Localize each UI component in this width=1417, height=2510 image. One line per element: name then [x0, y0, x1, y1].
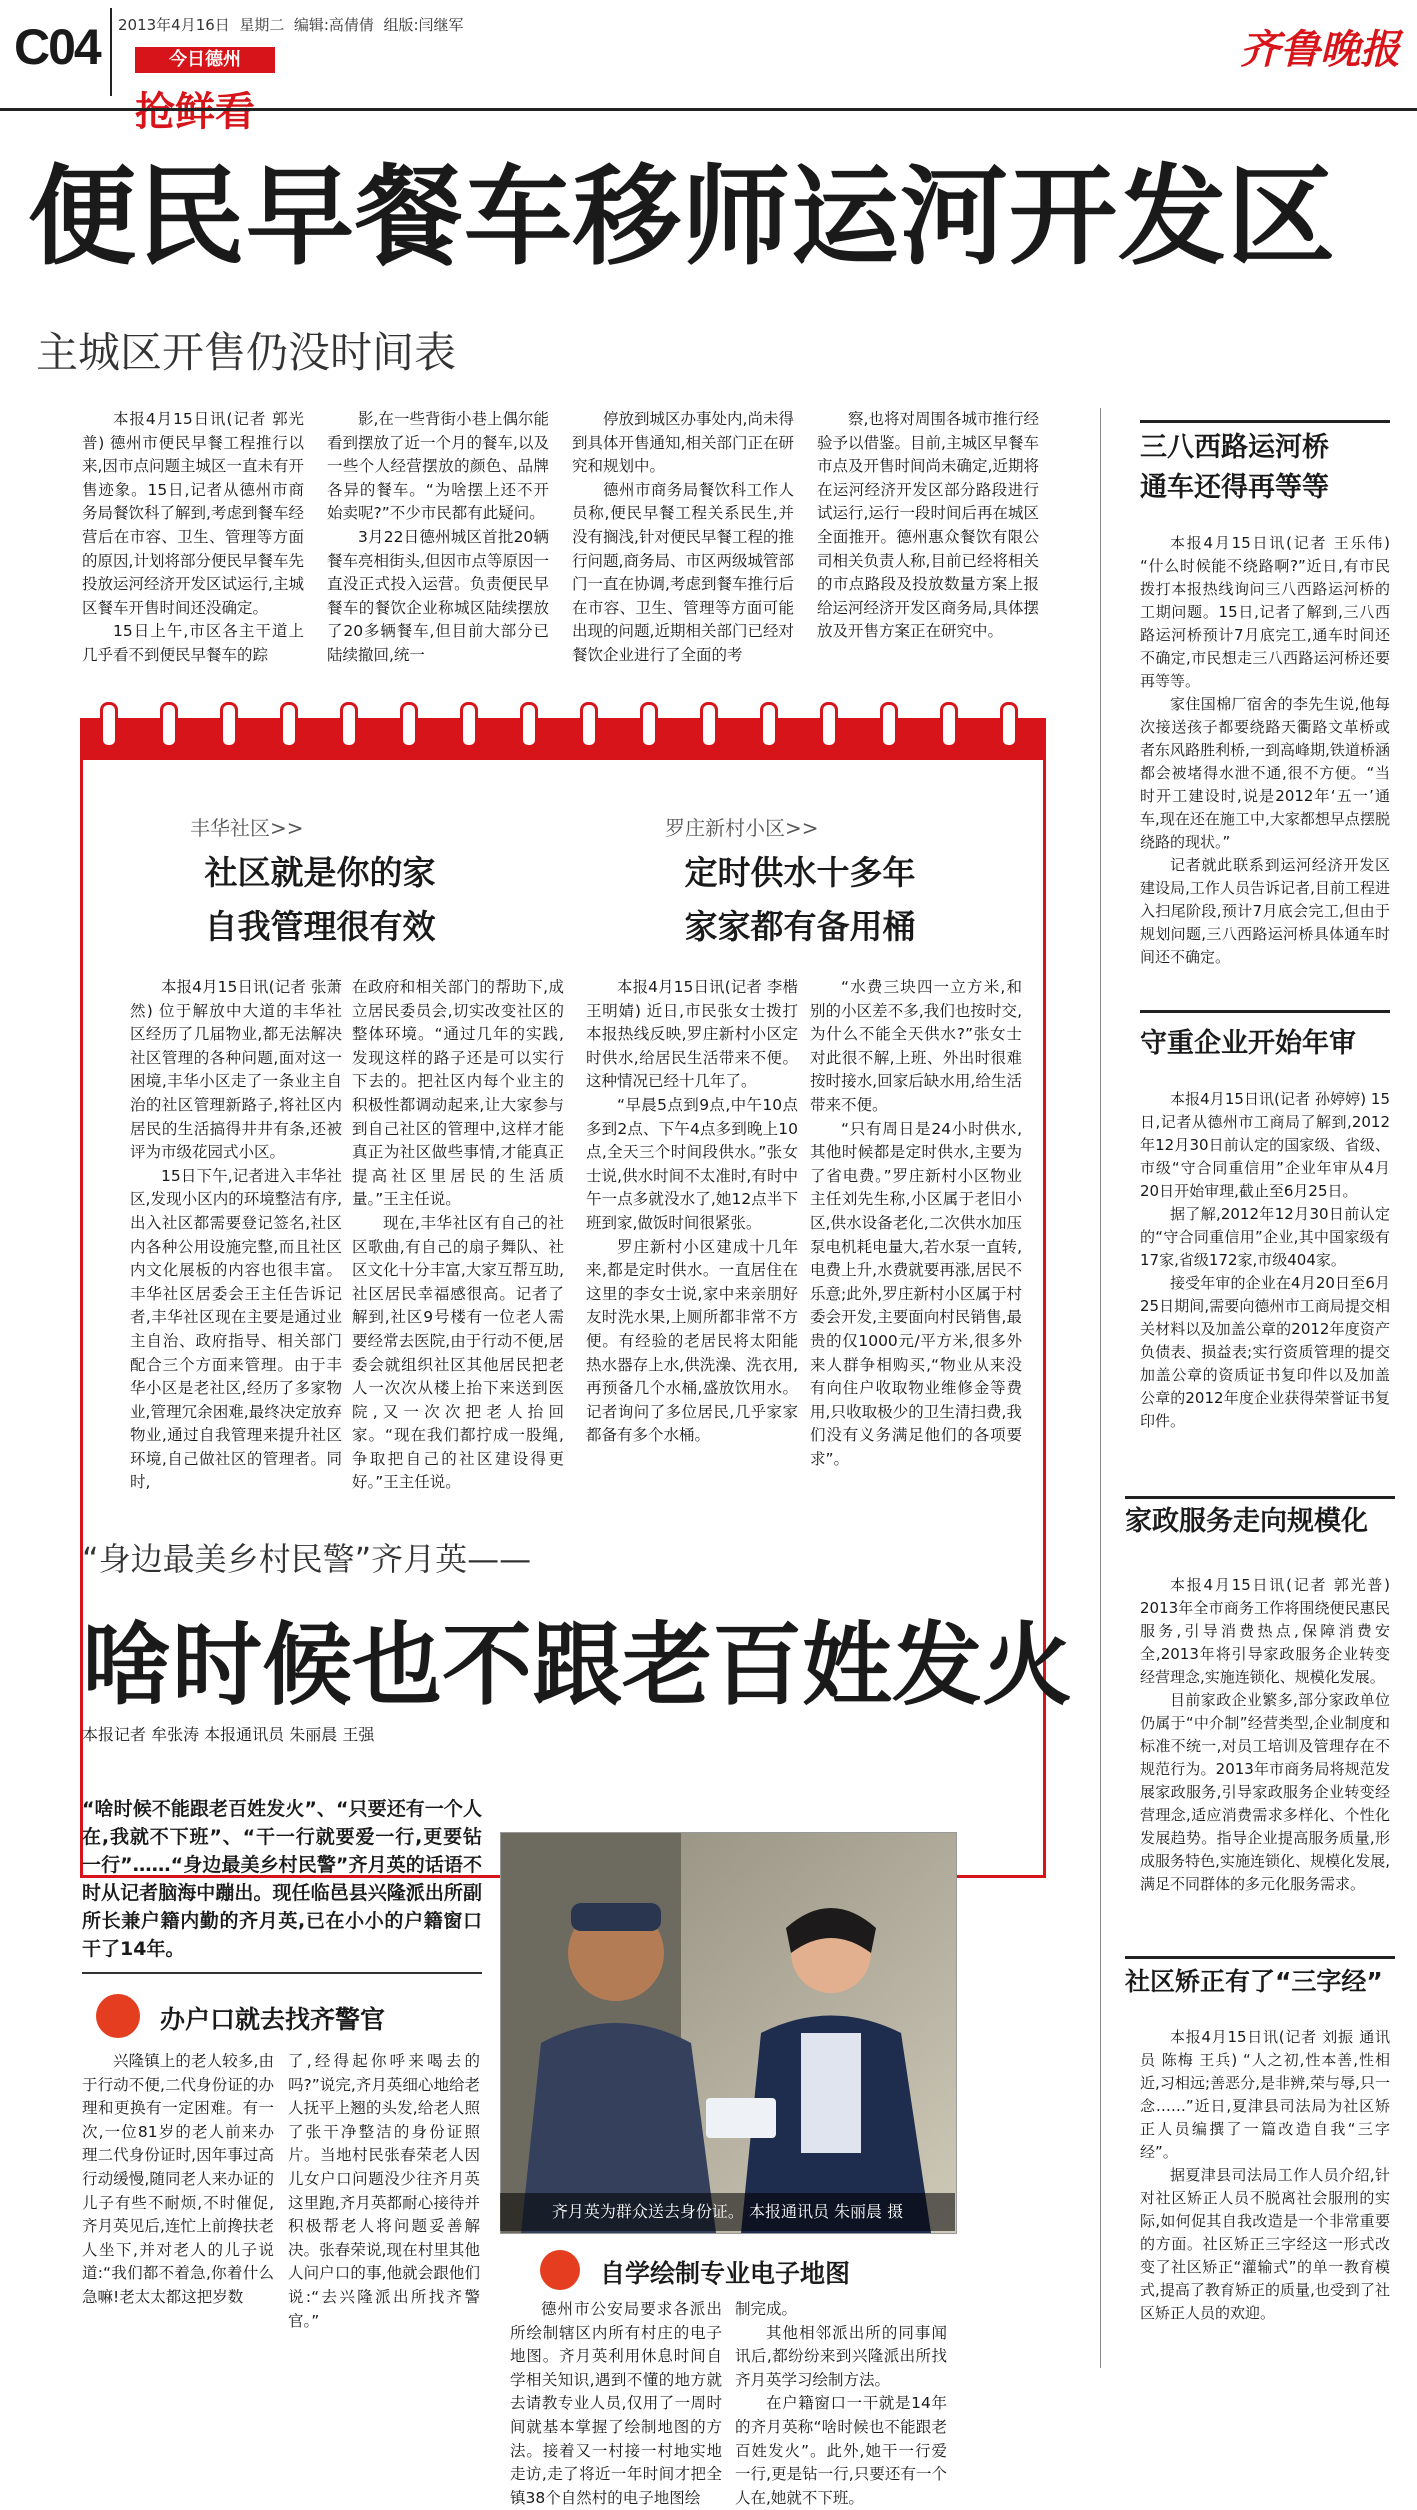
paragraph: 本报4月15日讯(记者 孙婷婷) 15日,记者从德州市工商局了解到,2012年12月30日前认定的国家级、省级、市级“守合同重信用”企业年审从4月20日开始审理,截止至6月25日。 [1140, 1090, 1390, 1200]
paragraph: 3月22日德州城区首批20辆餐车亮相街头,但因市点等原因一直没正式投入运营。负责便民早餐车的餐饮企业称城区陆续摆放了20多辆餐车,但目前大部分已陆续撤回,统一 [327, 527, 549, 664]
bottom-kicker: “身边最美乡村民警”齐月英—— [82, 1540, 532, 1578]
lede-rule [82, 1972, 482, 1974]
sidebar-rule [1140, 420, 1390, 423]
box-right-column-1 [586, 976, 798, 1860]
box-title-right-2: 家家都有备用桶 [684, 907, 916, 946]
ring-icon [400, 702, 418, 748]
paragraph: 罗庄新村小区建成十几年来,都是定时供水。一直居住在这里的李女士说,家中来亲朋好友时洗水果,上厕所都非常不方便。有经验的老居民将太阳能热水器存上水,供洗澡、洗衣用,再预备几个水桶,盛放饮用水。记者询问了多位居民,几乎家家都备有多个水桶。 [586, 1237, 798, 1445]
lead-column-3 [572, 408, 794, 670]
paragraph: 本报4月15日讯(记者 刘振 通讯员 陈梅 王兵) “人之初,性本善,性相近,习相远;善恶分,是非辨,荣与辱,只一念……”近日,夏津县司法局为社区矫正人员编撰了一篇改造自我“三字经”。 [1140, 2028, 1390, 2161]
bottom-headline: 啥时候也不跟老百姓发火 [82, 1612, 1072, 1718]
paragraph: 本报4月15日讯(记者 李楷 王明婧) 近日,市民张女士拨打本报热线反映,罗庄新村小区定时供水,给居民生活带来不便。这种情况已经十几年了。 [586, 978, 798, 1091]
box-title-right-1: 定时供水十多年 [684, 853, 916, 892]
paragraph: 目前家政企业繁多,部分家政单位仍属于“中介制”经营类型,企业制度和标准不统一,对员工培训及管理存在不规范行为。2013年市商务局将规范发展家政服务,引导家政服务企业转变经营理念,适应消费需求多样化、个性化发展趋势。指导企业提高服务质量,形成服务特色,实施连锁化、规模化发展,满足不同群体的多元化服务需求。 [1140, 1691, 1390, 1893]
paragraph: 了,经得起你呼来喝去的吗?”说完,齐月英细心地给老人抚平上翘的头发,给老人照了张干净整洁的身份证照片。当地村民张春荣老人因儿女户口问题没少往齐月英这里跑,齐月英都耐心接待并积极帮老人将问题妥善解决。张春荣说,现在村里其他人问户口的事,他就会跟他们说:“去兴隆派出所找齐警官。” [288, 2052, 480, 2330]
section-label: 今日德州 [135, 47, 275, 73]
paragraph: “早晨5点到9点,中午10点多到2点、下午4点多到晚上10点,全天三个时间段供水。”张女士说,供水时间不太准时,有时中午一点多就没水了,她12点半下班到家,做饭时间很紧张。 [586, 1095, 798, 1232]
paragraph: 家住国棉厂宿舍的李先生说,他每次接送孩子都要绕路天衢路文革桥或者东风路胜利桥,一到高峰期,铁道桥涵都会被堵得水泄不通,很不方便。“当时开工建设时,说是2012年‘五一’通车,现在还在施工中,大家都想早点摆脱绕路的现状。” [1140, 695, 1390, 851]
paragraph: 察,也将对周围各城市推行经验予以借鉴。目前,主城区早餐车市点及开售时间尚未确定,近期将在运河经济开发区部分路段进行试运行,运行一段时间后再在城区全面推开。德州惠众餐饮有限公司相关负责人称,目前已经将相关的市点路段及投放数量方案上报给运河经济开发区商务局,具体摆放及开售方案正在研究中。 [817, 410, 1039, 641]
sidebar-story-title: 家政服务走向规模化 [1125, 1506, 1368, 1537]
hand-icon [540, 2250, 580, 2290]
paragraph: 影,在一些背街小巷上偶尔能看到摆放了近一个月的餐车,以及一些个人经营摆放的颜色、品牌各异的餐车。“为啥摆上还不开始卖呢?”不少市民都有此疑问。 [327, 410, 549, 523]
lead-column-2 [327, 408, 549, 670]
sidebar-story-title: 守重企业开始年审 [1140, 1028, 1356, 1059]
ring-icon [760, 702, 778, 748]
title-line: 通车还得再等等 [1140, 472, 1329, 503]
sidebar-story-title: 社区矫正有了“三字经” [1125, 1967, 1383, 1996]
ring-icon [580, 702, 598, 748]
box-right-column-2 [810, 976, 1022, 1860]
paragraph: 15日下午,记者进入丰华社区,发现小区内的环境整洁有序,出入社区都需要登记签名,社区内各种公用设施完整,而且社区内文化展板的内容也很丰富。丰华社区居委会王主任告诉记者,丰华社区现在主要是通过业主自治、政府指导、相关部门配合三个方面来管理。由于丰华小区是老社区,经历了多家物业,管理冗余困难,最终决定放弃物业,通过自我管理来提升社区环境,自己做社区的管理者。同时, [130, 1166, 342, 1492]
paragraph: 德州市公安局要求各派出所绘制辖区内所有村庄的电子地图。齐月英利用休息时间自学相关知识,遇到不懂的地方就去请教专业人员,仅用了一周时间就基本掌握了绘制地图的方法。接着又一村接一村地实地走访,走了将近一年时间才把全镇38个自然村的电子地图绘 [510, 2300, 722, 2507]
paragraph: 本报4月15日讯(记者 张萧然) 位于解放中大道的丰华社区经历了几届物业,都无法解决社区管理的各种问题,面对这一困境,丰华小区走了一条业主自治的社区管理新路子,将社区内居民的生活搞得井井有条,还被评为市级花园式小区。 [130, 978, 342, 1162]
ring-icon [940, 702, 958, 748]
paragraph: 本报4月15日讯(记者 郭光普) 2013年全市商务工作将围绕便民惠民服务,引导消费热点,保障消费安全,2013年将引导家政服务企业转变经营理念,实施连锁化、规模化发展。 [1140, 1576, 1390, 1686]
subsection-label: 抢鲜看 [135, 89, 255, 135]
ring-icon [700, 702, 718, 748]
lead-column-1 [82, 408, 304, 670]
box-title-left-2: 自我管理很有效 [204, 907, 436, 946]
paragraph: 在户籍窗口一干就是14年的齐月英称“啥时候也不能跟老百姓发火”。此外,她干一行爱一行,更是钻一行,只要还有一个人在,她就不下班。 [735, 2394, 947, 2507]
header-rule [0, 108, 1417, 111]
sidebar-divider [1100, 408, 1101, 2368]
ring-icon [640, 702, 658, 748]
paragraph: 制完成。 [735, 2300, 798, 2318]
paragraph: 在政府和相关部门的帮助下,成立居民委员会,切实改变社区的整体环境。“通过几年的实践,发现这样的路子还是可以实行下去的。把社区内每个业主的积极性都调动起来,让大家参与到自己社区的管理中,这样才能真正为社区做些事情,才能真正提高社区里居民的生活质量。”王主任说。 [352, 978, 564, 1209]
section-subhead: 办户口就去找齐警官 [160, 2005, 386, 2034]
sidebar-story-body [1140, 1088, 1390, 1498]
box-left-column-2 [352, 976, 564, 1860]
box-kicker-right: 罗庄新村小区>> [665, 816, 819, 840]
ring-icon [280, 702, 298, 748]
ring-icon [880, 702, 898, 748]
section-subhead: 自学绘制专业电子地图 [600, 2259, 851, 2288]
paragraph: 据了解,2012年12月30日前认定的“守合同重信用”企业,其中国家级有17家,省级172家,市级404家。 [1140, 1205, 1390, 1269]
news-photo [500, 1832, 957, 2234]
bottom-column-3 [510, 2298, 722, 2507]
lead-headline: 便民早餐车移师运河开发区 [28, 154, 1337, 280]
bottom-column-4 [735, 2298, 947, 2507]
paragraph: 德州市商务局餐饮科工作人员称,便民早餐工程关系民生,并没有搁浅,针对便民早餐工程的推行问题,商务局、市区两级城管部门一直在协调,考虑到餐车推行后在市容、卫生、管理等方面可能出现的问题,近期相关部门已经对餐饮企业进行了全面的考 [572, 480, 794, 664]
newspaper-logo: 齐鲁晚报 [1240, 26, 1400, 73]
title-line: 三八西路运河桥 [1140, 432, 1329, 463]
ring-icon [820, 702, 838, 748]
header-divider [110, 8, 112, 96]
paragraph: 本报4月15日讯(记者 王乐伟) “什么时候能不绕路啊?”近日,有市民拨打本报热线询问三八西路运河桥的工期问题。15日,记者了解到,三八西路运河桥预计7月底完工,通车时间还不确定,市民想走三八西路运河桥还要再等等。 [1140, 534, 1390, 690]
bottom-column-2 [288, 2050, 480, 2370]
sidebar-story-body [1140, 532, 1390, 992]
ring-icon [220, 702, 238, 748]
paragraph: 15日上午,市区各主干道上几乎看不到便民早餐车的踪 [82, 622, 304, 664]
box-title-left-1: 社区就是你的家 [204, 853, 436, 892]
ring-icon [100, 702, 118, 748]
paragraph: 兴隆镇上的老人较多,由于行动不便,二代身份证的办理和更换有一定困难。有一次,一位81岁的老人前来办理二代身份证时,因年事过高行动缓慢,随同老人来办证的儿子有些不耐烦,不时催促,齐月英见后,连忙上前搀扶老人坐下,并对老人的儿子说道:“我们都不着急,你着什么急嘛!老太太都这把岁数 [82, 2052, 274, 2306]
ring-icon [1000, 702, 1018, 748]
photo-illustration [501, 1833, 956, 2233]
bottom-column-1 [82, 2050, 274, 2370]
paragraph: 记者就此联系到运河经济开发区建设局,工作人员告诉记者,目前工程进入扫尾阶段,预计7月底会完工,但由于规划问题,三八西路运河桥具体通车时间还不确定。 [1140, 856, 1390, 966]
sidebar-rule [1125, 1496, 1395, 1499]
ring-icon [160, 702, 178, 748]
paragraph: “水费三块四一立方米,和别的小区差不多,我们也按时交,为什么不能全天供水?”张女士对此很不解,上班、外出时很难按时接水,回家后缺水用,给生活带来不便。 [810, 978, 1022, 1114]
sidebar-rule [1140, 1010, 1390, 1013]
ring-icon [520, 702, 538, 748]
paragraph: 据夏津县司法局工作人员介绍,针对社区矫正人员不脱离社会服刑的实际,如何促其自我改造是一个非常重要的方面。社区矫正三字经这一形式改变了社区矫正“灌输式”的单一教育模式,提高了教育矫正的质量,也受到了社区矫正人员的欢迎。 [1140, 2166, 1390, 2322]
lead-subhead: 主城区开售仍没时间表 [36, 328, 457, 377]
paragraph: 停放到城区办事处内,尚未得到具体开售通知,相关部门正在研究和规划中。 [572, 410, 794, 476]
sidebar-story-body [1140, 1574, 1390, 1954]
lead-column-4 [817, 408, 1039, 670]
paragraph: 其他相邻派出所的同事闻讯后,都纷纷来到兴隆派出所找齐月英学习绘制方法。 [735, 2323, 947, 2389]
ring-icon [460, 702, 478, 748]
sidebar-story-title [1140, 428, 1400, 508]
issue-meta: 2013年4月16日 星期二 编辑:高倩倩 组版:闫继军 [118, 16, 464, 34]
sidebar-story-body [1140, 2026, 1390, 2371]
paragraph: 本报4月15日讯(记者 郭光普) 德州市便民早餐工程推行以来,因市点问题主城区一直未有开售迹象。15日,记者从德州市商务局餐饮科了解到,考虑到餐车经营后在市容、卫生、管理等方面的原因,计划将部分便民早餐车先投放运河经济开发区试运行,主城区餐车开售时间还没确定。 [82, 410, 304, 617]
lede-paragraph: “啥时候不能跟老百姓发火”、“只要还有一个人在,我就不下班”、“干一行就要爱一行,更要钻一行”……“身边最美乡村民警”齐月英的话语不时从记者脑海中蹦出。现任临邑县兴隆派出所副所长兼户籍内勤的齐月英,已在小小的户籍窗口干了14年。 [82, 1798, 482, 1960]
box-kicker-left: 丰华社区>> [190, 816, 304, 840]
paragraph: 接受年审的企业在4月20日至6月25日期间,需要向德州市工商局提交相关材料以及加盖公章的2012年度资产负债表、损益表;实行资质管理的提交加盖公章的资质证书复印件以及加盖公章的2012年度企业获得荣誉证书复印件。 [1140, 1274, 1390, 1430]
sidebar-rule [1125, 1956, 1395, 1959]
ring-icon [340, 702, 358, 748]
hand-icon [96, 1994, 140, 2038]
paragraph: “只有周日是24小时供水,其他时候都是定时供水,主要为了省电费。”罗庄新村小区物业主任刘先生称,小区属于老旧小区,供水设备老化,二次供水加压泵电机耗电量大,若水泵一直转,电费上升,水费就要再涨,居民不乐意;此外,罗庄新村小区属于村委会开发,主要面向村民销售,最贵的仅1000元/平方米,很多外来人群争相购买,“物业从来没有向住户收取物业维修金等费用,只收取极少的卫生清扫费,我们没有义务满足他们的各项要求”。 [810, 1119, 1022, 1468]
page-number: C04 [14, 19, 100, 75]
byline: 本报记者 牟张涛 本报通讯员 朱丽晨 王强 [82, 1725, 375, 1744]
photo-caption: 齐月英为群众送去身份证。 本报通讯员 朱丽晨 摄 [500, 2193, 955, 2231]
paragraph: 现在,丰华社区有自己的社区歌曲,有自己的扇子舞队、社区文化十分丰富,大家互帮互助,社区居民幸福感很高。记者了解到,社区9号楼有一位老人需要经常去医院,由于行动不便,居委会就组织社区其他居民把老人一次次从楼上抬下来送到医院,又一次次把老人抬回家。“现在我们都拧成一股绳,争取把自己的社区建设得更好。”王主任说。 [352, 1213, 564, 1492]
